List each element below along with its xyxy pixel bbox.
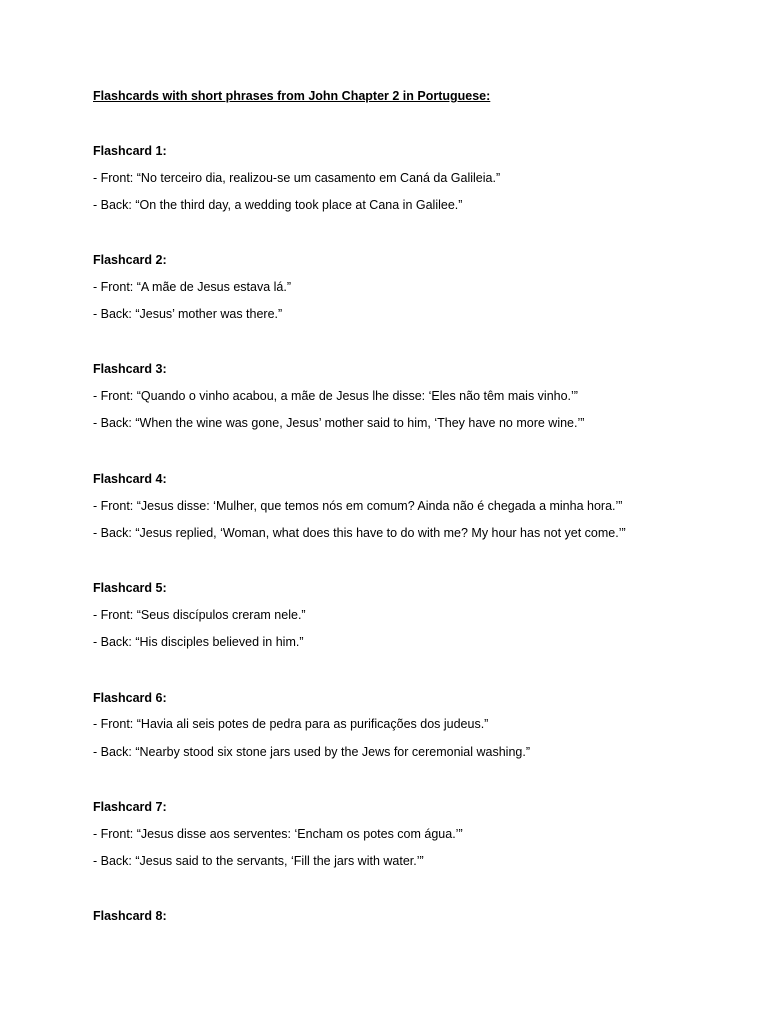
flashcard-3-back: - Back: “When the wine was gone, Jesus’ mother said to him, ‘They have no more wine.’” (93, 416, 585, 430)
document-title: Flashcards with short phrases from John Chapter 2 in Portuguese: (93, 89, 491, 103)
flashcard-1-front: - Front: “No terceiro dia, realizou-se um casamento em Caná da Galileia.” (93, 171, 501, 185)
flashcard-6-heading: Flashcard 6: (93, 691, 167, 705)
flashcard-8-heading: Flashcard 8: (93, 909, 167, 923)
flashcard-2-front: - Front: “A mãe de Jesus estava lá.” (93, 280, 291, 294)
flashcard-4-front: - Front: “Jesus disse: ‘Mulher, que temos nós em comum? Ainda não é chegada a minha hora.’” (93, 499, 623, 513)
flashcard-5-front: - Front: “Seus discípulos creram nele.” (93, 608, 306, 622)
flashcard-2-back: - Back: “Jesus’ mother was there.” (93, 307, 283, 321)
flashcard-3-front: - Front: “Quando o vinho acabou, a mãe de Jesus lhe disse: ‘Eles não têm mais vinho.’” (93, 389, 578, 403)
flashcard-5-heading: Flashcard 5: (93, 581, 167, 595)
flashcard-7-front: - Front: “Jesus disse aos serventes: ‘Encham os potes com água.’” (93, 827, 463, 841)
flashcard-6-back: - Back: “Nearby stood six stone jars used by the Jews for ceremonial washing.” (93, 745, 530, 759)
flashcard-3-heading: Flashcard 3: (93, 362, 167, 376)
flashcard-7-back: - Back: “Jesus said to the servants, ‘Fill the jars with water.’” (93, 854, 424, 868)
flashcard-4-back: - Back: “Jesus replied, ‘Woman, what does this have to do with me? My hour has not yet come.’” (93, 526, 626, 540)
flashcard-1-heading: Flashcard 1: (93, 144, 167, 158)
flashcard-5-back: - Back: “His disciples believed in him.” (93, 635, 304, 649)
flashcard-4-heading: Flashcard 4: (93, 472, 167, 486)
flashcard-2-heading: Flashcard 2: (93, 253, 167, 267)
flashcard-7-heading: Flashcard 7: (93, 800, 167, 814)
flashcard-1-back: - Back: “On the third day, a wedding took place at Cana in Galilee.” (93, 198, 463, 212)
flashcard-6-front: - Front: “Havia ali seis potes de pedra para as purificações dos judeus.” (93, 717, 489, 731)
